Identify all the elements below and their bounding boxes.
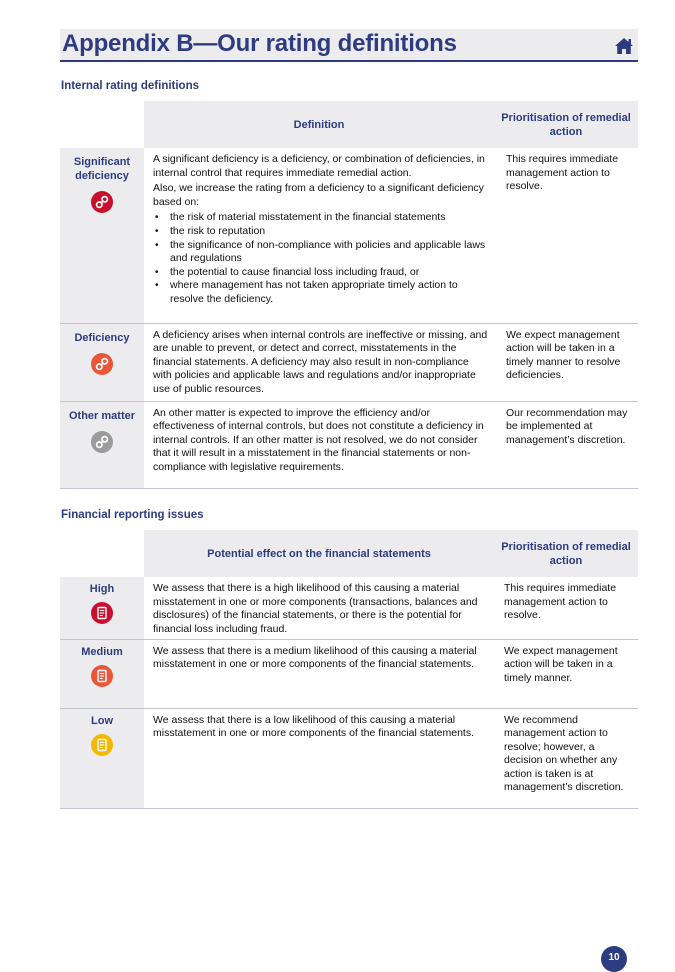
financial-header-row bbox=[60, 530, 638, 577]
criteria-list bbox=[153, 211, 488, 306]
financial-heading: Financial reporting issues bbox=[61, 509, 204, 521]
effect-cell: We assess that there is a medium likelihood of this causing a material misstatement in one or more components of the financial statements. bbox=[144, 639, 494, 708]
definition-header: Definition bbox=[144, 101, 494, 148]
table-row bbox=[60, 708, 638, 808]
document-icon bbox=[91, 602, 113, 624]
internal-heading: Internal rating definitions bbox=[61, 80, 200, 92]
priority-cell: We recommend management action to resolve; however, a decision on whether any action is taken is at management’s discretion. bbox=[494, 708, 638, 808]
priority-cell: We expect management action will be taken in a timely manner. bbox=[494, 639, 638, 708]
list-item: • the significance of non-compliance with policies and applicable laws and regulations bbox=[170, 239, 488, 266]
internal-header-row bbox=[60, 101, 638, 148]
definition-cell: A deficiency arises when internal controls are ineffective or missing, and are unable to prevent, or detect and correct, misstatements in the financial statements. A deficiency may also result in non-compliance with policies and applicable laws and regulations and/or inappropriate use of public resources. bbox=[144, 323, 494, 401]
table-row bbox=[60, 577, 638, 639]
table-row bbox=[60, 401, 638, 488]
document-icon bbox=[91, 734, 113, 756]
priority-cell: This requires immediate management action to resolve. bbox=[494, 148, 638, 323]
table-row bbox=[60, 323, 638, 401]
list-item: • the risk of material misstatement in the financial statements bbox=[170, 211, 488, 225]
priority-header: Prioritisation of remedial action bbox=[494, 530, 638, 577]
rating-label: Deficiency bbox=[74, 331, 130, 344]
rating-label-cell bbox=[60, 708, 144, 808]
priority-header: Prioritisation of remedial action bbox=[494, 101, 638, 148]
list-item: • where management has not taken appropriate timely action to resolve the deficiency. bbox=[170, 279, 488, 306]
table-row bbox=[60, 148, 638, 323]
priority-cell: Our recommendation may be implemented at management’s discretion. bbox=[494, 401, 638, 488]
rating-label-cell bbox=[60, 148, 144, 323]
priority-cell: We expect management action will be taken in a timely manner to resolve deficiencies. bbox=[494, 323, 638, 401]
priority-cell: This requires immediate management action to resolve. bbox=[494, 577, 638, 639]
effect-header: Potential effect on the financial statements bbox=[144, 530, 494, 577]
home-icon[interactable] bbox=[614, 37, 634, 55]
effect-cell: We assess that there is a high likelihood of this causing a material misstatement in one or more components (transactions, balances and disclosures) of the financial statements, or there is the potential for financial loss including fraud. bbox=[144, 577, 494, 639]
definition-cell: An other matter is expected to improve the efficiency and/or effectiveness of internal controls, but does not constitute a deficiency in internal controls. If an other matter is not resolved, we do not consider that it will result in a misstatement in the financial statements or non-compliance with legislative requirements. bbox=[144, 401, 494, 488]
list-item: • the potential to cause financial loss including fraud, or bbox=[170, 266, 488, 280]
rating-label-cell bbox=[60, 323, 144, 401]
link-icon bbox=[91, 191, 113, 213]
rating-label: Low bbox=[91, 714, 113, 727]
rating-label: High bbox=[89, 583, 115, 595]
rating-label-cell bbox=[60, 401, 144, 488]
rating-label-cell bbox=[60, 577, 144, 639]
page-title: Appendix B—Our rating definitions bbox=[62, 30, 457, 57]
definition-cell bbox=[144, 148, 494, 323]
title-bar bbox=[60, 29, 638, 62]
rating-label: Other matter bbox=[68, 409, 136, 422]
financial-reporting-table bbox=[60, 530, 638, 809]
rating-label: Medium bbox=[81, 645, 123, 658]
link-icon bbox=[91, 431, 113, 453]
document-icon bbox=[91, 665, 113, 687]
table-row bbox=[60, 639, 638, 708]
link-icon bbox=[91, 353, 113, 375]
rating-label-cell bbox=[60, 639, 144, 708]
page-number: 10 bbox=[601, 946, 627, 972]
definition-text: A significant deficiency is a deficiency, or combination of deficiencies, in internal control that requires immediate remedial action. bbox=[153, 153, 485, 179]
blank-header bbox=[60, 101, 144, 148]
effect-cell: We assess that there is a low likelihood of this causing a material misstatement in one or more components of the financial statements. bbox=[144, 708, 494, 808]
blank-header bbox=[60, 530, 144, 577]
internal-rating-table bbox=[60, 101, 638, 489]
list-item: • the risk to reputation bbox=[170, 225, 488, 239]
definition-text: Also, we increase the rating from a deficiency to a significant deficiency based on: bbox=[153, 182, 484, 208]
rating-label: Significant deficiency bbox=[73, 156, 131, 182]
